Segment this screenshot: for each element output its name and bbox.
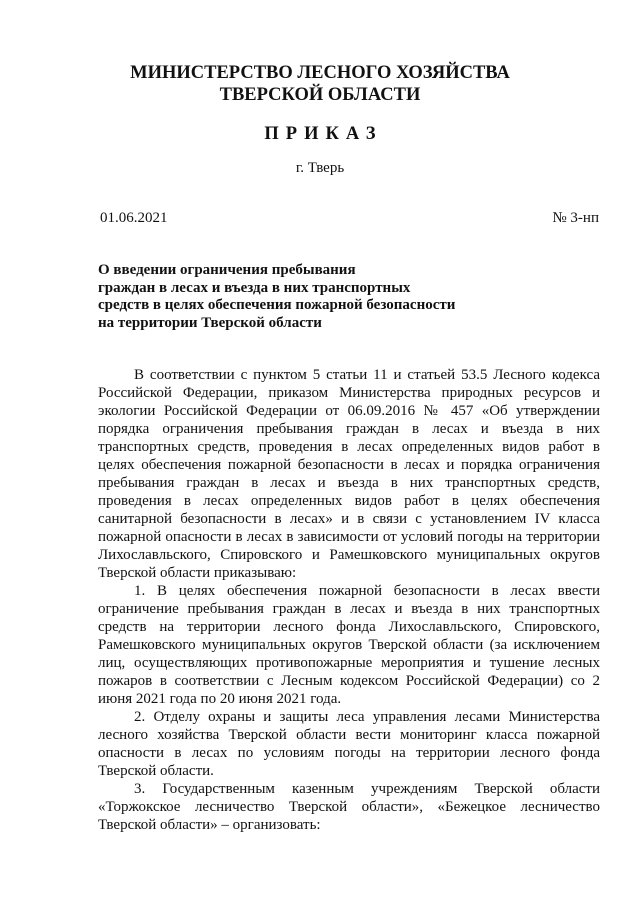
- subject-line: граждан в лесах и въезда в них транспортных: [98, 279, 411, 296]
- body-line: Тверской области приказываю:: [98, 565, 297, 581]
- body-line: средств на территории лесного фонда Лихославльского, Спировского,: [98, 619, 600, 635]
- order-date: 01.06.2021: [100, 210, 168, 226]
- body-line: лесного хозяйства Тверской области вести мониторинг класса пожарной: [98, 727, 600, 743]
- body-line: транспортных средств, проведения в лесах определенных видов работ в: [98, 439, 600, 455]
- body-line: ограничение пребывания граждан в лесах и въезда в них транспортных: [98, 601, 600, 617]
- body-line: лиц, осуществляющих противопожарные мероприятия и тушение лесных: [98, 655, 600, 671]
- body-line: 3. Государственным казенным учреждениям Тверской области: [134, 781, 600, 797]
- body-line: июня 2021 года по 20 июня 2021 года.: [98, 691, 342, 707]
- body-line: Рамешковского муниципальных округов Тверской области (за исключением: [98, 637, 600, 653]
- ministry-header: [0, 62, 640, 106]
- order-title: ПРИКАЗ: [264, 124, 383, 144]
- body-line: В соответствии с пунктом 5 статьи 11 и статьей 53.5 Лесного кодекса: [134, 367, 600, 383]
- body-line: Тверской области.: [98, 763, 214, 779]
- body-line: пожарной опасности в лесах в зависимости от условий погоды на территории: [98, 529, 600, 545]
- order-body: [98, 366, 600, 834]
- order-number: № 3-нп: [552, 210, 599, 226]
- ministry-header-line-1: МИНИСТЕРСТВО ЛЕСНОГО ХОЗЯЙСТВА: [130, 63, 510, 83]
- body-line: Лихославльского, Спировского и Рамешковского муниципальных округов: [98, 547, 600, 563]
- body-line: проведения в лесах определенных видов работ в целях обеспечения: [98, 493, 600, 509]
- order-city: г. Тверь: [295, 160, 345, 176]
- subject-line: О введении ограничения пребывания: [98, 262, 356, 278]
- body-line: целях обеспечения пожарной безопасности в лесах и порядка ограничения: [98, 457, 600, 473]
- body-line: «Торжокское лесничество Тверской области», «Бежецкое лесничество: [98, 799, 600, 815]
- order-subject: [98, 262, 498, 332]
- body-line: Российской Федерации, приказом Министерства природных ресурсов и: [98, 385, 600, 401]
- ministry-header-line-2: ТВЕРСКОЙ ОБЛАСТИ: [219, 85, 421, 105]
- subject-line: средств в целях обеспечения пожарной безопасности: [98, 297, 456, 313]
- body-line: Тверской области» – организовать:: [98, 817, 321, 833]
- body-line: пребывания граждан в лесах и въезда в них транспортных средств,: [98, 475, 600, 491]
- body-line: пожаров в соответствии с Лесным кодексом Российской Федерации) со 2: [98, 673, 600, 689]
- body-line: 2. Отделу охраны и защиты леса управления лесами Министерства: [134, 709, 600, 725]
- body-line: санитарной безопасности в лесах» и в связи с установлением IV класса: [98, 511, 600, 527]
- body-line: порядка ограничения пребывания граждан в лесах и въезда в них: [98, 421, 600, 437]
- body-line: опасности в лесах по условиям погоды на территории лесного фонда: [98, 745, 600, 761]
- body-line: 1. В целях обеспечения пожарной безопасности в лесах ввести: [134, 583, 600, 599]
- body-line: экологии Российской Федерации от 06.09.2016 № 457 «Об утверждении: [98, 403, 600, 419]
- subject-line: на территории Тверской области: [98, 314, 322, 331]
